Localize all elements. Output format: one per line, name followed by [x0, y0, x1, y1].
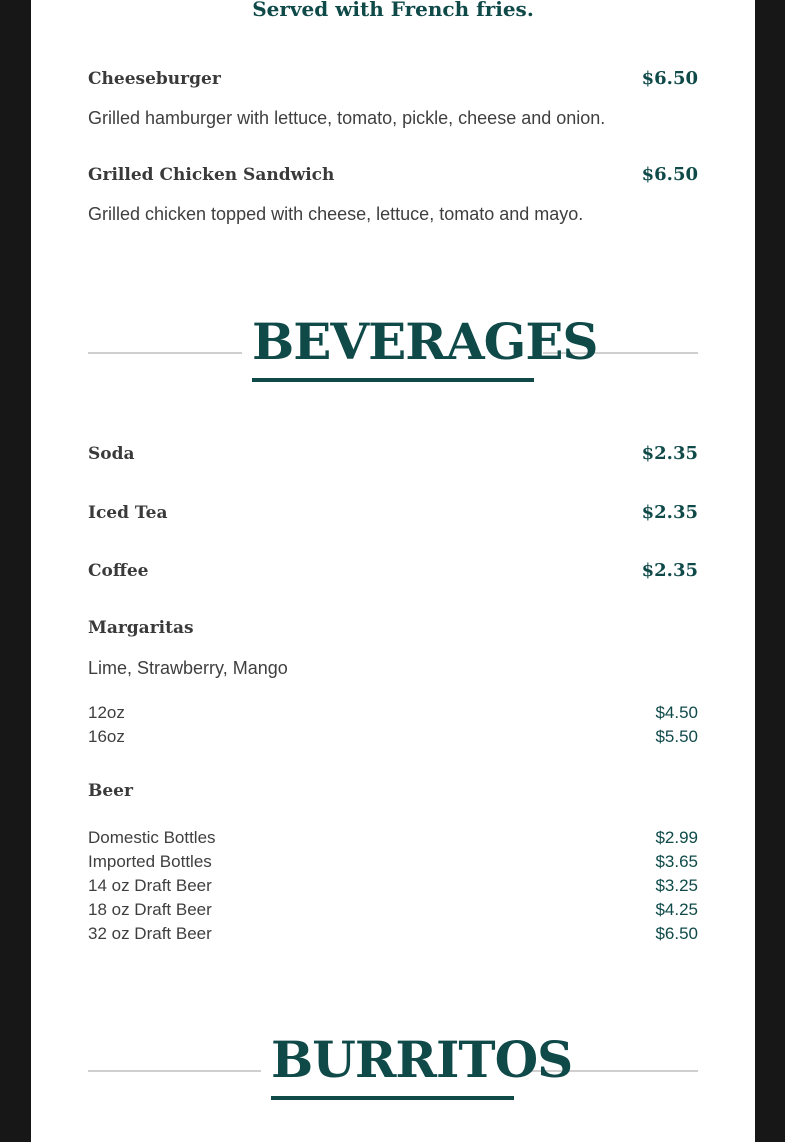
option-label: Imported Bottles — [88, 852, 212, 871]
menu-item-grilled-chicken-sandwich — [88, 164, 698, 185]
item-price: $2.35 — [641, 443, 698, 464]
section-title-text: BURRITOS — [271, 1030, 573, 1089]
item-price: $2.35 — [641, 502, 698, 523]
size-price: $5.50 — [655, 727, 698, 746]
option-price: $4.25 — [655, 900, 698, 919]
item-description: Grilled chicken topped with cheese, lettuce, tomato and mayo. — [88, 204, 584, 224]
beer-option — [88, 898, 698, 922]
option-label: 18 oz Draft Beer — [88, 900, 212, 919]
section-note: Served with French fries. — [252, 0, 534, 21]
menu-item-soda — [88, 443, 698, 464]
option-label: 14 oz Draft Beer — [88, 876, 212, 895]
beer-option — [88, 874, 698, 898]
option-label: 32 oz Draft Beer — [88, 924, 212, 943]
title-underline — [271, 1096, 514, 1100]
size-option — [88, 725, 698, 749]
section-title — [271, 1030, 573, 1089]
item-name: Beer — [88, 781, 133, 801]
menu-item-margaritas — [88, 618, 698, 638]
beer-option — [88, 826, 698, 850]
option-label: Domestic Bottles — [88, 828, 216, 847]
item-price: $6.50 — [641, 164, 698, 185]
item-name: Grilled Chicken Sandwich — [88, 165, 335, 185]
heading-divider-left — [88, 1070, 261, 1072]
item-name: Margaritas — [88, 618, 194, 638]
beer-option — [88, 850, 698, 874]
item-name: Cheeseburger — [88, 69, 221, 89]
size-option — [88, 701, 698, 725]
option-price: $3.25 — [655, 876, 698, 895]
item-name: Soda — [88, 444, 135, 464]
heading-divider-left — [88, 352, 242, 354]
menu-item-cheeseburger — [88, 68, 698, 89]
item-name: Iced Tea — [88, 503, 168, 523]
section-heading-burritos — [88, 1031, 698, 1111]
size-label: 12oz — [88, 703, 125, 722]
item-name: Coffee — [88, 561, 149, 581]
item-price: $6.50 — [641, 68, 698, 89]
option-price: $2.99 — [655, 828, 698, 847]
item-price: $2.35 — [641, 560, 698, 581]
title-underline — [252, 378, 534, 382]
menu-page — [31, 0, 755, 1142]
menu-item-iced-tea — [88, 502, 698, 523]
size-label: 16oz — [88, 727, 125, 746]
section-title-text: BEVERAGES — [252, 312, 598, 371]
item-description: Lime, Strawberry, Mango — [88, 658, 288, 678]
item-description: Grilled hamburger with lettuce, tomato, pickle, cheese and onion. — [88, 108, 606, 128]
menu-item-beer — [88, 781, 698, 801]
option-price: $3.65 — [655, 852, 698, 871]
menu-item-coffee — [88, 560, 698, 581]
option-price: $6.50 — [655, 924, 698, 943]
section-heading-beverages — [88, 313, 698, 393]
section-title — [252, 312, 598, 371]
beer-option — [88, 922, 698, 946]
size-price: $4.50 — [655, 703, 698, 722]
